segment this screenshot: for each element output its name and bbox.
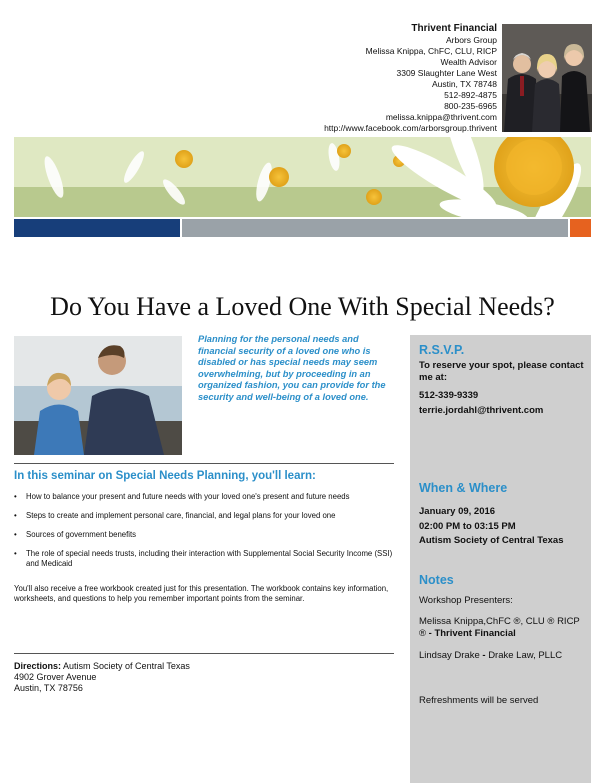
directions-place: Autism Society of Central Texas (63, 661, 190, 671)
navy-accent-bar (14, 219, 180, 237)
gray-accent-bar (182, 219, 568, 237)
section-divider-top (14, 463, 394, 464)
team-photo (502, 24, 592, 132)
advisor-title: Wealth Advisor (440, 57, 497, 67)
sidebar-info-panel (410, 335, 591, 783)
presenter-1-org: Thrivent Financial (434, 628, 516, 639)
presenter-2 (419, 650, 579, 662)
list-item: • How to balance your present and future needs with your loved one's present and future needs (14, 492, 394, 502)
advisor-phone-1: 512-892-4875 (444, 90, 497, 100)
presenter-1 (419, 616, 587, 640)
event-location: Autism Society of Central Texas (419, 535, 564, 546)
advisor-address: 3309 Slaughter Lane West (396, 68, 497, 78)
advisor-website[interactable]: http://www.facebook.com/arborsgroup.thrivent (324, 123, 497, 133)
event-date: January 09, 2016 (419, 506, 496, 517)
presenter-1-name: Melissa Knippa,ChFC ®, CLU ® RICP ® (419, 616, 580, 639)
directions-city: Austin, TX 78756 (14, 683, 83, 693)
rsvp-email[interactable]: terrie.jordahl@thrivent.com (419, 405, 544, 416)
advisor-contact-block (324, 22, 497, 134)
workbook-paragraph: You'll also receive a free workbook created just for this presentation. The workbook contains key information, worksheets, and questions to help you remember important points from the seminar. (14, 584, 389, 603)
presenter-2-name: Lindsay Drake (419, 650, 480, 661)
directions-line-1 (14, 661, 190, 672)
notes-heading: Notes (419, 573, 454, 587)
rsvp-phone[interactable]: 512-339-9339 (419, 390, 479, 401)
rsvp-heading: R.S.V.P. (419, 343, 465, 357)
org-name: Thrivent Financial (411, 23, 497, 34)
seminar-title: In this seminar on Special Needs Planning, you'll learn: (14, 470, 316, 482)
section-divider-bottom (14, 653, 394, 654)
list-item: • Sources of government benefits (14, 530, 394, 540)
list-item: • Steps to create and implement personal care, financial, and legal plans for your loved one (14, 511, 394, 521)
father-son-illustration (14, 336, 182, 455)
seminar-bullet-list (14, 492, 394, 578)
daisy-banner-image (14, 137, 591, 217)
presenters-label: Workshop Presenters: (419, 595, 513, 606)
list-item: • The role of special needs trusts, including their interaction with Supplemental Social Security Income (SSI) and Medicaid (14, 549, 394, 569)
page-headline: Do You Have a Loved One With Special Needs? (50, 292, 555, 321)
directions-label: Directions: (14, 661, 62, 671)
group-name: Arbors Group (445, 35, 497, 45)
presenter-2-separator: - (479, 650, 489, 661)
advisor-name: Melissa Knippa, ChFC, CLU, RICP (365, 46, 497, 56)
team-photo-illustration (502, 24, 592, 132)
orange-accent-bar (570, 219, 591, 237)
presenter-2-org: Drake Law, PLLC (488, 650, 563, 661)
advisor-phone-2: 800-235-6965 (444, 101, 497, 111)
presenter-1-separator: - (426, 628, 435, 639)
daisy-flowers-illustration (14, 137, 591, 217)
directions-block (14, 661, 190, 694)
when-where-heading: When & Where (419, 481, 508, 495)
father-son-photo (14, 336, 182, 455)
advisor-city: Austin, TX 78748 (431, 79, 497, 89)
intro-paragraph: Planning for the personal needs and financial security of a loved one who is disabled or has special needs may seem overwhelming, but by proceeding in an organized fashion, you can provide for the security and well-being of a loved one. (198, 334, 386, 402)
directions-street: 4902 Grover Avenue (14, 672, 97, 682)
advisor-email[interactable]: melissa.knippa@thrivent.com (385, 112, 497, 122)
rsvp-text: To reserve your spot, please contact me at: (419, 360, 584, 383)
refreshments-note: Refreshments will be served (419, 695, 539, 706)
event-time: 02:00 PM to 03:15 PM (419, 521, 516, 532)
